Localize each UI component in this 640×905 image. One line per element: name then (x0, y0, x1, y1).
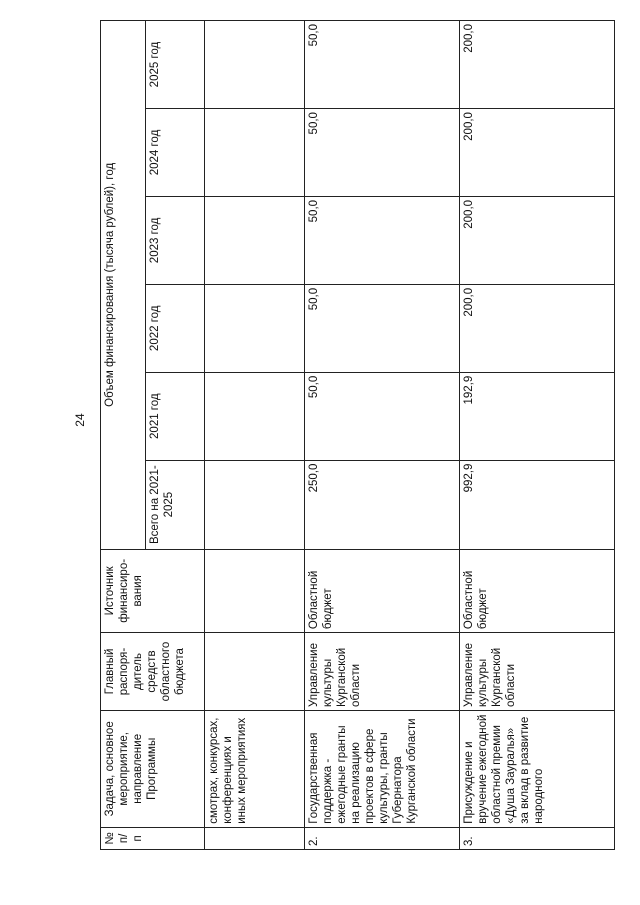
header-year-2024: 2024 год (146, 109, 205, 197)
funding-table (100, 20, 615, 850)
row-source: Областной бюджет (460, 549, 615, 632)
table-row (305, 21, 460, 850)
row-2025: 200,0 (460, 21, 615, 109)
row-2025 (205, 21, 305, 109)
row-manager: Управление культуры Курганской области (305, 633, 460, 711)
header-funding: Объем финансирования (тысяча рублей), год (101, 21, 146, 550)
header-manager: Главный распоря-дитель средств областного бюджета (101, 633, 205, 711)
header-total: Всего на 2021-2025 (146, 460, 205, 549)
header-year-2022: 2022 год (146, 284, 205, 372)
row-task: смотрах, конкурсах, конференциях и иных мероприятиях (205, 710, 305, 827)
header-year-2021: 2021 год (146, 372, 205, 460)
row-2025: 50,0 (305, 21, 460, 109)
row-2023: 200,0 (460, 196, 615, 284)
row-task: Государственная поддержка - ежегодные гранты на реализацию проектов в сфере культуры, гранты Губернатора Курганской области (305, 710, 460, 827)
row-2022: 50,0 (305, 284, 460, 372)
rotated-table-container (100, 20, 580, 850)
row-2023 (205, 196, 305, 284)
row-2022 (205, 284, 305, 372)
header-source: Источник финансиро-вания (101, 549, 205, 632)
row-2023: 50,0 (305, 196, 460, 284)
row-total: 992,9 (460, 460, 615, 549)
row-2021 (205, 372, 305, 460)
header-num: № п/п (101, 827, 205, 849)
row-total (205, 460, 305, 549)
row-manager (205, 633, 305, 711)
row-2022: 200,0 (460, 284, 615, 372)
row-num: 3. (460, 827, 615, 849)
row-num: 2. (305, 827, 460, 849)
page-number: 24 (73, 413, 87, 427)
row-2024: 200,0 (460, 109, 615, 197)
row-2024: 50,0 (305, 109, 460, 197)
row-manager: Управление культуры Курганской области (460, 633, 615, 711)
row-num (205, 827, 305, 849)
row-2021: 50,0 (305, 372, 460, 460)
row-total: 250,0 (305, 460, 460, 549)
header-year-2023: 2023 год (146, 196, 205, 284)
row-task: Присуждение и вручение ежегодной областной премии «Душа Зауралья» за вклад в развитие народного (460, 710, 615, 827)
table-row (460, 21, 615, 850)
header-task: Задача, основное мероприятие, направление Программы (101, 710, 205, 827)
row-source: Областной бюджет (305, 549, 460, 632)
row-source (205, 549, 305, 632)
row-2024 (205, 109, 305, 197)
table-row (205, 21, 305, 850)
header-year-2025: 2025 год (146, 21, 205, 109)
row-2021: 192,9 (460, 372, 615, 460)
